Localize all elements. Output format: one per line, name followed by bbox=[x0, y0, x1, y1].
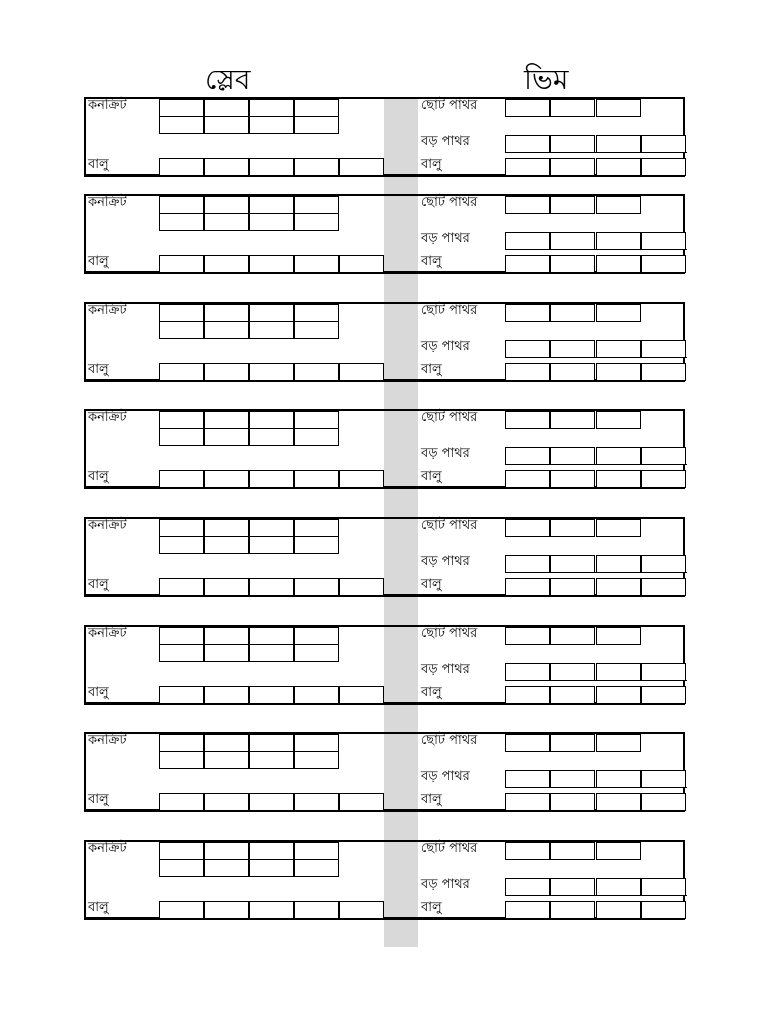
concrete-cell[interactable] bbox=[294, 411, 339, 429]
concrete-cell[interactable] bbox=[204, 751, 249, 769]
mix-block bbox=[84, 409, 685, 489]
sand-cell[interactable] bbox=[159, 578, 204, 596]
sand-cell[interactable] bbox=[596, 470, 641, 488]
small-stone-label: ছোট পাথর bbox=[421, 626, 478, 641]
small-stone-label: ছোট পাথর bbox=[421, 195, 478, 210]
mix-block bbox=[84, 302, 685, 382]
concrete-cell[interactable] bbox=[204, 644, 249, 662]
large-stone-cell[interactable] bbox=[505, 770, 550, 788]
concrete-cell[interactable] bbox=[294, 213, 339, 231]
concrete-cell[interactable] bbox=[159, 99, 204, 117]
concrete-cell[interactable] bbox=[249, 321, 294, 339]
concrete-cell[interactable] bbox=[294, 859, 339, 877]
sand-cell[interactable] bbox=[641, 578, 686, 596]
concrete-cell[interactable] bbox=[294, 536, 339, 554]
concrete-cell[interactable] bbox=[249, 519, 294, 537]
slab-heading: স্লেব bbox=[205, 63, 251, 96]
small-stone-cell[interactable] bbox=[550, 304, 595, 322]
sand-cell[interactable] bbox=[550, 158, 595, 176]
small-stone-cell[interactable] bbox=[596, 99, 641, 117]
concrete-cell[interactable] bbox=[249, 116, 294, 134]
large-stone-cell[interactable] bbox=[550, 135, 595, 153]
sand-cell[interactable] bbox=[596, 901, 641, 919]
large-stone-cell[interactable] bbox=[641, 135, 686, 153]
concrete-cell[interactable] bbox=[249, 734, 294, 752]
sand-cell[interactable] bbox=[505, 686, 550, 704]
large-stone-cell[interactable] bbox=[596, 770, 641, 788]
concrete-cell[interactable] bbox=[294, 428, 339, 446]
mix-block bbox=[84, 625, 685, 705]
sand-label: বালু bbox=[421, 469, 442, 484]
concrete-cell[interactable] bbox=[294, 99, 339, 117]
sand-cell[interactable] bbox=[339, 578, 384, 596]
concrete-cell[interactable] bbox=[294, 734, 339, 752]
concrete-cell[interactable] bbox=[249, 751, 294, 769]
sand-cell[interactable] bbox=[505, 158, 550, 176]
large-stone-label: বড় পাথর bbox=[421, 134, 470, 149]
large-stone-label: বড় পাথর bbox=[421, 554, 470, 569]
small-stone-cell[interactable] bbox=[596, 196, 641, 214]
sand-cell[interactable] bbox=[249, 686, 294, 704]
sand-cell[interactable] bbox=[641, 158, 686, 176]
sand-cell[interactable] bbox=[550, 578, 595, 596]
row-divider bbox=[505, 152, 687, 153]
mix-block bbox=[84, 840, 685, 920]
sand-cell[interactable] bbox=[249, 158, 294, 176]
sand-cell[interactable] bbox=[596, 578, 641, 596]
large-stone-cell[interactable] bbox=[505, 340, 550, 358]
sand-label: বালু bbox=[88, 362, 109, 377]
concrete-cell[interactable] bbox=[159, 536, 204, 554]
large-stone-label: বড় পাথর bbox=[421, 231, 470, 246]
mix-block bbox=[84, 97, 685, 177]
concrete-cell[interactable] bbox=[204, 536, 249, 554]
sand-cell[interactable] bbox=[204, 363, 249, 381]
sand-cell[interactable] bbox=[294, 793, 339, 811]
concrete-cell[interactable] bbox=[249, 428, 294, 446]
sand-cell[interactable] bbox=[249, 901, 294, 919]
concrete-cell[interactable] bbox=[159, 859, 204, 877]
sand-cell[interactable] bbox=[505, 470, 550, 488]
sand-cell[interactable] bbox=[249, 363, 294, 381]
sand-cell[interactable] bbox=[339, 363, 384, 381]
row-divider bbox=[505, 357, 687, 358]
small-stone-cell[interactable] bbox=[596, 734, 641, 752]
concrete-label: কনক্রিট bbox=[88, 303, 127, 318]
large-stone-cell[interactable] bbox=[550, 340, 595, 358]
sand-label: বালু bbox=[88, 469, 109, 484]
large-stone-cell[interactable] bbox=[596, 232, 641, 250]
small-stone-cell[interactable] bbox=[596, 304, 641, 322]
small-stone-cell[interactable] bbox=[505, 411, 550, 429]
sand-cell[interactable] bbox=[204, 158, 249, 176]
sand-cell[interactable] bbox=[294, 901, 339, 919]
row-divider bbox=[505, 787, 687, 788]
sand-cell[interactable] bbox=[204, 793, 249, 811]
sand-cell[interactable] bbox=[339, 158, 384, 176]
small-stone-cell[interactable] bbox=[550, 99, 595, 117]
small-stone-cell[interactable] bbox=[550, 842, 595, 860]
sand-label: বালু bbox=[421, 792, 442, 807]
large-stone-label: বড় পাথর bbox=[421, 769, 470, 784]
concrete-cell[interactable] bbox=[249, 99, 294, 117]
sand-cell[interactable] bbox=[339, 793, 384, 811]
small-stone-cell[interactable] bbox=[550, 411, 595, 429]
sand-cell[interactable] bbox=[159, 793, 204, 811]
concrete-cell[interactable] bbox=[249, 213, 294, 231]
small-stone-cell[interactable] bbox=[550, 734, 595, 752]
large-stone-label: বড় পাথর bbox=[421, 339, 470, 354]
large-stone-cell[interactable] bbox=[505, 663, 550, 681]
concrete-cell[interactable] bbox=[204, 519, 249, 537]
concrete-label: কনক্রিট bbox=[88, 98, 127, 113]
large-stone-cell[interactable] bbox=[550, 232, 595, 250]
sand-cell[interactable] bbox=[641, 363, 686, 381]
concrete-cell[interactable] bbox=[159, 842, 204, 860]
small-stone-cell[interactable] bbox=[550, 519, 595, 537]
concrete-cell[interactable] bbox=[159, 428, 204, 446]
sand-cell[interactable] bbox=[550, 363, 595, 381]
small-stone-cell[interactable] bbox=[505, 196, 550, 214]
large-stone-cell[interactable] bbox=[550, 663, 595, 681]
sand-label: বালু bbox=[421, 157, 442, 172]
sand-cell[interactable] bbox=[294, 255, 339, 273]
row-divider bbox=[505, 572, 687, 573]
large-stone-cell[interactable] bbox=[596, 340, 641, 358]
concrete-label: কনক্রিট bbox=[88, 518, 127, 533]
sand-cell[interactable] bbox=[596, 255, 641, 273]
concrete-cell[interactable] bbox=[249, 196, 294, 214]
sand-cell[interactable] bbox=[249, 793, 294, 811]
small-stone-cell[interactable] bbox=[505, 519, 550, 537]
small-stone-label: ছোট পাথর bbox=[421, 518, 478, 533]
sand-label: বালু bbox=[88, 685, 109, 700]
concrete-cell[interactable] bbox=[249, 411, 294, 429]
large-stone-cell[interactable] bbox=[641, 878, 686, 896]
small-stone-cell[interactable] bbox=[596, 627, 641, 645]
concrete-cell[interactable] bbox=[159, 116, 204, 134]
large-stone-cell[interactable] bbox=[550, 770, 595, 788]
sand-cell[interactable] bbox=[641, 470, 686, 488]
concrete-cell[interactable] bbox=[159, 411, 204, 429]
concrete-cell[interactable] bbox=[204, 627, 249, 645]
large-stone-cell[interactable] bbox=[550, 878, 595, 896]
large-stone-cell[interactable] bbox=[641, 770, 686, 788]
large-stone-label: বড় পাথর bbox=[421, 446, 470, 461]
sand-cell[interactable] bbox=[596, 686, 641, 704]
concrete-cell[interactable] bbox=[204, 411, 249, 429]
sand-cell[interactable] bbox=[159, 363, 204, 381]
sand-cell[interactable] bbox=[249, 578, 294, 596]
concrete-cell[interactable] bbox=[204, 304, 249, 322]
concrete-cell[interactable] bbox=[159, 213, 204, 231]
sand-cell[interactable] bbox=[550, 793, 595, 811]
concrete-label: কনক্রিট bbox=[88, 841, 127, 856]
large-stone-cell[interactable] bbox=[550, 555, 595, 573]
concrete-cell[interactable] bbox=[159, 196, 204, 214]
sand-cell[interactable] bbox=[339, 686, 384, 704]
sand-cell[interactable] bbox=[641, 255, 686, 273]
sand-cell[interactable] bbox=[249, 255, 294, 273]
sand-cell[interactable] bbox=[641, 793, 686, 811]
concrete-cell[interactable] bbox=[294, 627, 339, 645]
concrete-label: কনক্রিট bbox=[88, 733, 127, 748]
concrete-cell[interactable] bbox=[294, 304, 339, 322]
sand-cell[interactable] bbox=[294, 686, 339, 704]
large-stone-cell[interactable] bbox=[505, 232, 550, 250]
sand-label: বালু bbox=[421, 254, 442, 269]
large-stone-cell[interactable] bbox=[641, 555, 686, 573]
concrete-cell[interactable] bbox=[249, 644, 294, 662]
sand-cell[interactable] bbox=[204, 470, 249, 488]
concrete-cell[interactable] bbox=[249, 842, 294, 860]
sand-cell[interactable] bbox=[505, 255, 550, 273]
large-stone-cell[interactable] bbox=[641, 447, 686, 465]
sand-cell[interactable] bbox=[339, 901, 384, 919]
sand-cell[interactable] bbox=[550, 470, 595, 488]
sand-label: বালু bbox=[421, 685, 442, 700]
concrete-cell[interactable] bbox=[249, 627, 294, 645]
concrete-cell[interactable] bbox=[249, 859, 294, 877]
sand-cell[interactable] bbox=[505, 901, 550, 919]
concrete-cell[interactable] bbox=[204, 859, 249, 877]
mix-block bbox=[84, 517, 685, 597]
small-stone-label: ছোট পাথর bbox=[421, 410, 478, 425]
large-stone-cell[interactable] bbox=[505, 555, 550, 573]
sand-cell[interactable] bbox=[596, 158, 641, 176]
concrete-cell[interactable] bbox=[204, 321, 249, 339]
large-stone-cell[interactable] bbox=[641, 340, 686, 358]
concrete-cell[interactable] bbox=[204, 116, 249, 134]
sand-cell[interactable] bbox=[641, 686, 686, 704]
sand-cell[interactable] bbox=[294, 158, 339, 176]
large-stone-label: বড় পাথর bbox=[421, 662, 470, 677]
sand-label: বালু bbox=[88, 900, 109, 915]
row-divider bbox=[505, 680, 687, 681]
small-stone-cell[interactable] bbox=[505, 99, 550, 117]
sand-label: বালু bbox=[421, 900, 442, 915]
sand-label: বালু bbox=[88, 157, 109, 172]
concrete-label: কনক্রিট bbox=[88, 195, 127, 210]
sand-cell[interactable] bbox=[294, 363, 339, 381]
small-stone-cell[interactable] bbox=[505, 304, 550, 322]
sand-label: বালু bbox=[88, 577, 109, 592]
sand-cell[interactable] bbox=[550, 901, 595, 919]
large-stone-label: বড় পাথর bbox=[421, 877, 470, 892]
sand-cell[interactable] bbox=[204, 578, 249, 596]
small-stone-cell[interactable] bbox=[505, 734, 550, 752]
sand-cell[interactable] bbox=[505, 363, 550, 381]
small-stone-label: ছোট পাথর bbox=[421, 841, 478, 856]
sand-cell[interactable] bbox=[550, 686, 595, 704]
sand-cell[interactable] bbox=[294, 578, 339, 596]
concrete-cell[interactable] bbox=[249, 304, 294, 322]
sand-cell[interactable] bbox=[596, 793, 641, 811]
sand-cell[interactable] bbox=[204, 901, 249, 919]
sand-label: বালু bbox=[421, 577, 442, 592]
sand-cell[interactable] bbox=[159, 158, 204, 176]
concrete-cell[interactable] bbox=[294, 196, 339, 214]
concrete-cell[interactable] bbox=[204, 99, 249, 117]
sand-cell[interactable] bbox=[550, 255, 595, 273]
sand-cell[interactable] bbox=[294, 470, 339, 488]
large-stone-cell[interactable] bbox=[596, 447, 641, 465]
concrete-cell[interactable] bbox=[159, 734, 204, 752]
large-stone-cell[interactable] bbox=[596, 663, 641, 681]
large-stone-cell[interactable] bbox=[505, 878, 550, 896]
large-stone-cell[interactable] bbox=[505, 135, 550, 153]
concrete-cell[interactable] bbox=[159, 519, 204, 537]
row-divider bbox=[505, 249, 687, 250]
sand-cell[interactable] bbox=[339, 255, 384, 273]
sand-cell[interactable] bbox=[159, 470, 204, 488]
small-stone-cell[interactable] bbox=[550, 627, 595, 645]
small-stone-label: ছোট পাথর bbox=[421, 303, 478, 318]
sand-cell[interactable] bbox=[505, 793, 550, 811]
large-stone-cell[interactable] bbox=[641, 663, 686, 681]
sand-cell[interactable] bbox=[159, 686, 204, 704]
sand-cell[interactable] bbox=[249, 470, 294, 488]
concrete-cell[interactable] bbox=[159, 321, 204, 339]
small-stone-label: ছোট পাথর bbox=[421, 98, 478, 113]
concrete-cell[interactable] bbox=[159, 644, 204, 662]
concrete-label: কনক্রিট bbox=[88, 626, 127, 641]
small-stone-cell[interactable] bbox=[505, 842, 550, 860]
mix-block bbox=[84, 194, 685, 274]
large-stone-cell[interactable] bbox=[596, 135, 641, 153]
concrete-cell[interactable] bbox=[294, 519, 339, 537]
large-stone-cell[interactable] bbox=[596, 555, 641, 573]
sand-cell[interactable] bbox=[204, 255, 249, 273]
small-stone-cell[interactable] bbox=[505, 627, 550, 645]
large-stone-cell[interactable] bbox=[641, 232, 686, 250]
large-stone-cell[interactable] bbox=[596, 878, 641, 896]
concrete-cell[interactable] bbox=[294, 644, 339, 662]
small-stone-cell[interactable] bbox=[596, 411, 641, 429]
sand-label: বালু bbox=[88, 254, 109, 269]
concrete-cell[interactable] bbox=[204, 196, 249, 214]
concrete-cell[interactable] bbox=[294, 751, 339, 769]
sand-cell[interactable] bbox=[159, 901, 204, 919]
concrete-cell[interactable] bbox=[204, 213, 249, 231]
concrete-cell[interactable] bbox=[204, 428, 249, 446]
concrete-cell[interactable] bbox=[159, 751, 204, 769]
small-stone-cell[interactable] bbox=[596, 519, 641, 537]
concrete-cell[interactable] bbox=[204, 734, 249, 752]
small-stone-cell[interactable] bbox=[596, 842, 641, 860]
small-stone-label: ছোট পাথর bbox=[421, 733, 478, 748]
sand-cell[interactable] bbox=[204, 686, 249, 704]
sand-cell[interactable] bbox=[505, 578, 550, 596]
large-stone-cell[interactable] bbox=[505, 447, 550, 465]
sand-cell[interactable] bbox=[159, 255, 204, 273]
row-divider bbox=[505, 895, 687, 896]
beam-heading: ভিম bbox=[524, 63, 569, 96]
concrete-cell[interactable] bbox=[294, 321, 339, 339]
mix-block bbox=[84, 732, 685, 812]
concrete-cell[interactable] bbox=[159, 304, 204, 322]
concrete-cell[interactable] bbox=[204, 842, 249, 860]
sand-cell[interactable] bbox=[641, 901, 686, 919]
sand-label: বালু bbox=[421, 362, 442, 377]
concrete-cell[interactable] bbox=[294, 842, 339, 860]
row-divider bbox=[505, 464, 687, 465]
concrete-cell[interactable] bbox=[159, 627, 204, 645]
concrete-cell[interactable] bbox=[294, 116, 339, 134]
small-stone-cell[interactable] bbox=[550, 196, 595, 214]
sand-label: বালু bbox=[88, 792, 109, 807]
concrete-label: কনক্রিট bbox=[88, 410, 127, 425]
concrete-cell[interactable] bbox=[249, 536, 294, 554]
sand-cell[interactable] bbox=[339, 470, 384, 488]
sand-cell[interactable] bbox=[596, 363, 641, 381]
large-stone-cell[interactable] bbox=[550, 447, 595, 465]
